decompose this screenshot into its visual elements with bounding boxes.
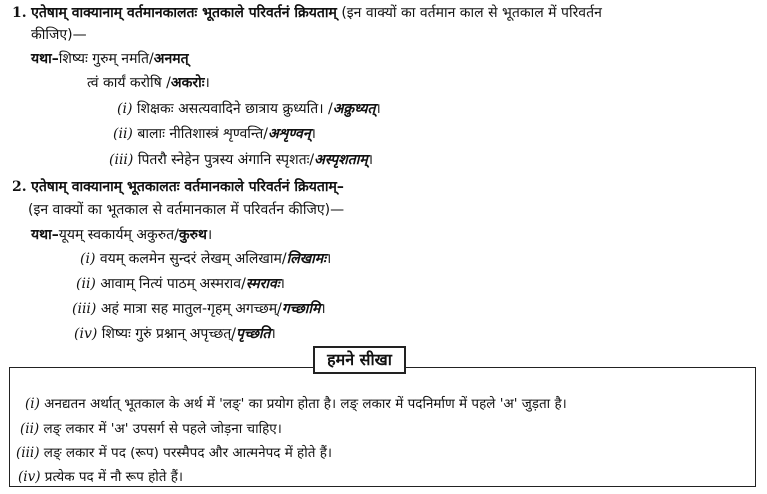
summary-heading — [313, 346, 406, 374]
item-text: अहं मात्रा सह मातुल-गृहम् अगच्छम्/ — [100, 301, 282, 317]
section1-instruction-plain: (इन वाक्यों का वर्तमान काल से भूतकाल में परिवर्तन — [336, 5, 602, 21]
summary-point — [25, 395, 567, 413]
point-roman: (i) — [25, 396, 40, 412]
section2-instruction — [12, 178, 344, 196]
summary-point — [18, 468, 183, 486]
item-answer: स्मरावः — [245, 276, 280, 292]
item-roman: (ii) — [76, 276, 96, 292]
item-roman: (ii) — [113, 126, 133, 142]
section1-instruction-bold: एतेषाम् वाक्यानाम् वर्तमानकालतः भूतकाले परिवर्तनं क्रियताम् — [31, 5, 337, 21]
example-answer: अकरोः — [170, 75, 205, 91]
item-roman: (iii) — [72, 301, 97, 317]
item-text: वयम् कलमेन सुन्दरं लेखम् अलिखाम/ — [99, 251, 287, 267]
item-end: । — [320, 301, 326, 317]
section2-number: 2. — [12, 179, 27, 195]
section2-item — [76, 275, 285, 293]
section1-item — [113, 125, 316, 143]
item-end: । — [279, 276, 285, 292]
item-end: । — [325, 251, 332, 267]
section1-item — [117, 100, 381, 118]
item-roman: (i) — [80, 251, 96, 267]
item-answer: अस्पृशताम् — [314, 152, 368, 168]
item-answer: अक्रुध्यत् — [332, 101, 376, 117]
section2-item — [80, 250, 331, 268]
item-answer: पृच्छति — [236, 326, 271, 342]
section1-instruction — [12, 4, 602, 22]
section2-item — [72, 300, 326, 318]
item-end: । — [310, 126, 316, 142]
item-text: बालाः नीतिशास्त्रं शृण्वन्ति/ — [137, 126, 268, 142]
section2-instruction-bold: एतेषाम् वाक्यानाम् भूतकालतः वर्तमानकाले परिवर्तनं क्रियताम्– — [31, 179, 344, 195]
summary-heading-text: हमने सीखा — [327, 350, 392, 369]
point-text: लङ् लकार में पद (रूप) परस्मैपद और आत्मनेपद में होते हैं। — [43, 445, 332, 461]
example-label: यथा– — [31, 227, 59, 243]
example-text: यूयम् स्वकार्यम् अकुरुत/ — [58, 227, 179, 243]
item-roman: (iv) — [74, 326, 98, 342]
point-roman: (ii) — [20, 421, 40, 437]
item-answer: लिखामः — [286, 251, 326, 267]
point-text: अनद्यतन अर्थात् भूतकाल के अर्थ में 'लङ्' का प्रयोग होता है। लङ् लकार में पदनिर्माण में पहले 'अ' जुड़ता है। — [44, 396, 567, 412]
item-text: आवाम् नित्यं पाठम् अस्मराव/ — [100, 276, 246, 292]
section2-example — [31, 226, 212, 244]
item-roman: (i) — [117, 101, 133, 117]
point-text: लङ् लकार में 'अ' उपसर्ग से पहले जोड़ना चाहिए। — [43, 421, 282, 437]
item-text: पितरौ स्नेहेन पुत्रस्य अंगानि स्पृशतः/ — [137, 152, 315, 168]
item-end: । — [270, 326, 276, 342]
section1-example2 — [87, 74, 210, 92]
section1-item — [109, 151, 373, 169]
summary-point — [16, 444, 332, 462]
item-end: । — [367, 152, 374, 168]
point-text: प्रत्येक पद में नौ रूप होते हैं। — [44, 469, 184, 485]
example-answer: कुरुथ — [178, 227, 207, 243]
section2-instruction-cont: (इन वाक्यों का भूतकाल से वर्तमानकाल में परिवर्तन कीजिए)— — [28, 202, 345, 218]
item-text: शिष्यः गुरुं प्रश्नान् अपृच्छत्/ — [101, 326, 237, 342]
example-text: शिष्यः गुरुम् नमति/ — [58, 51, 154, 67]
point-roman: (iv) — [18, 469, 41, 485]
example-end: । — [204, 75, 210, 91]
example-answer: अनमत् — [153, 51, 189, 67]
item-answer: अशृण्वन् — [267, 126, 311, 142]
section1-example1 — [31, 50, 189, 68]
point-roman: (iii) — [16, 445, 40, 461]
section2-item — [74, 325, 276, 343]
item-roman: (iii) — [109, 152, 134, 168]
item-end: । — [375, 101, 381, 117]
summary-point — [20, 420, 282, 438]
example-label: यथा– — [31, 51, 59, 67]
example-end: । — [206, 227, 213, 243]
example-text: त्वं कार्यं करोषि / — [87, 75, 171, 91]
section1-number: 1. — [12, 5, 27, 21]
section1-instruction-cont: कीजिए)— — [31, 27, 87, 43]
item-answer: गच्छामि — [281, 301, 321, 317]
item-text: शिक्षकः असत्यवादिने छात्राय क्रुध्यति। / — [136, 101, 333, 117]
